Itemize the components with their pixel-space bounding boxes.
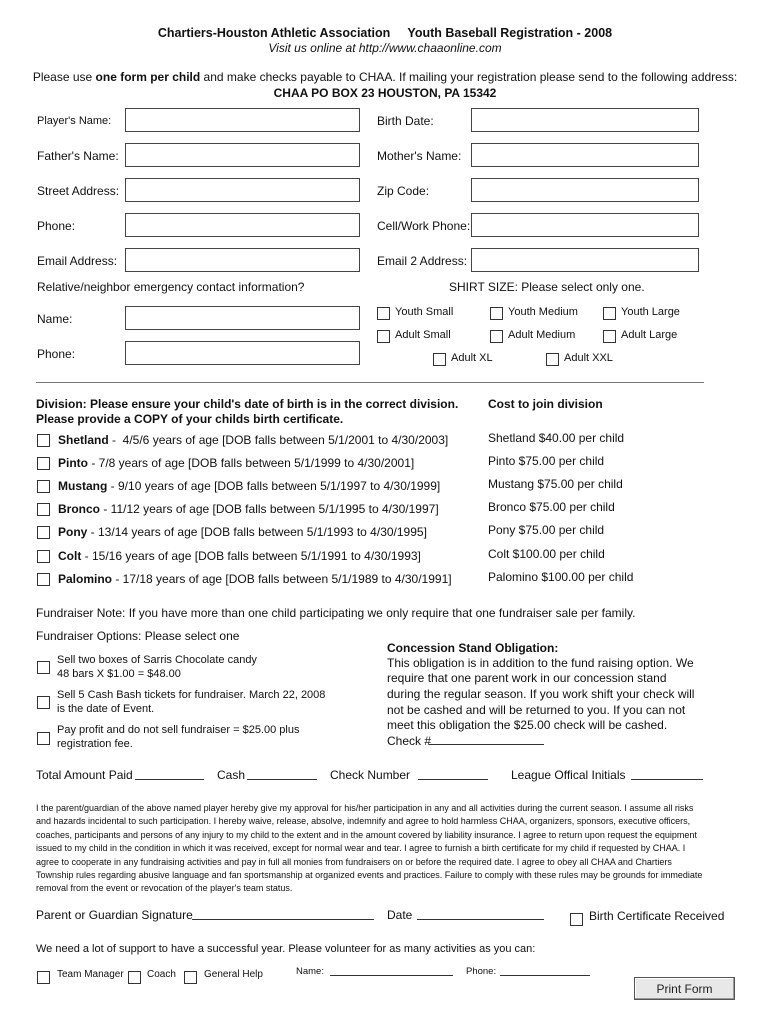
division-pony-cost: Pony $75.00 per child (488, 523, 605, 537)
division-bronco-label: Bronco - 11/12 years of age [DOB falls between 5/1/1995 to 4/30/1997] (58, 502, 439, 516)
zip-code-label: Zip Code: (377, 184, 430, 198)
shirt-adult-xl-label: Adult XL (451, 352, 493, 364)
volunteer-name-label: Name: (296, 966, 324, 977)
fundraiser-sarris-line1: Sell two boxes of Sarris Chocolate candy (57, 654, 257, 666)
intro-line: Please use one form per child and make checks payable to CHAA. If mailing your registration please send to the following address: (32, 70, 738, 84)
emergency-name-label: Name: (37, 312, 73, 326)
division-mustang-label: Mustang - 9/10 years of age [DOB falls between 5/1/1997 to 4/30/1999] (58, 479, 441, 493)
fundraiser-note: Fundraiser Note: If you have more than one child participating we only require that one fundraiser sale per family. (36, 606, 636, 620)
phone-field[interactable] (125, 213, 360, 237)
division-mustang-checkbox[interactable] (37, 480, 50, 493)
shirt-adult-small-label: Adult Small (395, 329, 451, 341)
volunteer-coach-label: Coach (147, 969, 176, 980)
fathers-name-field[interactable] (125, 143, 360, 167)
signature-field[interactable] (192, 919, 374, 920)
volunteer-general-help-label: General Help (204, 969, 263, 980)
fundraiser-options-heading: Fundraiser Options: Please select one (36, 629, 240, 643)
fundraiser-pay-profit-checkbox[interactable] (37, 732, 50, 745)
email2-address-field[interactable] (471, 248, 699, 272)
form-title: Chartiers-Houston Athletic Association Youth Baseball Registration - 2008 (157, 26, 613, 40)
concession-heading: Concession Stand Obligation: (387, 641, 559, 655)
emergency-phone-field[interactable] (125, 341, 360, 365)
concession-line: meet this obligation the $25.00 check will be cashed. (387, 718, 668, 732)
check-number-field[interactable] (418, 779, 488, 780)
phone-label: Phone: (37, 219, 76, 233)
division-pony-checkbox[interactable] (37, 526, 50, 539)
division-pinto-label: Pinto - 7/8 years of age [DOB falls between 5/1/1999 to 4/30/2001] (58, 456, 415, 470)
check-number-label: Check # (387, 734, 432, 748)
volunteer-team-manager-label: Team Manager (57, 969, 124, 980)
shirt-adult-small-checkbox[interactable] (377, 330, 390, 343)
street-address-field[interactable] (125, 178, 360, 202)
emergency-heading: Relative/neighbor emergency contact information? (37, 280, 305, 294)
division-pinto-checkbox[interactable] (37, 457, 50, 470)
cell-work-phone-field[interactable] (471, 213, 699, 237)
division-pinto-cost: Pinto $75.00 per child (488, 454, 605, 468)
concession-line: require that one parent work in our concession stand (387, 671, 667, 685)
email-address-field[interactable] (125, 248, 360, 272)
concession-check-number-field[interactable] (429, 744, 544, 745)
cell-work-phone-label: Cell/Work Phone: (377, 219, 471, 233)
shirt-youth-large-checkbox[interactable] (603, 307, 616, 320)
fundraiser-cash-bash-line1: Sell 5 Cash Bash tickets for fundraiser. March 22, 2008 (57, 689, 326, 701)
email-address-label: Email Address: (37, 254, 118, 268)
shirt-youth-small-checkbox[interactable] (377, 307, 390, 320)
shirt-youth-small-label: Youth Small (395, 306, 454, 318)
division-heading: Division: Please ensure your child's date of birth is in the correct division. (36, 397, 459, 411)
emergency-phone-label: Phone: (37, 347, 76, 361)
check-number-payment-label: Check Number (330, 768, 411, 782)
waiver-text: I the parent/guardian of the above named player hereby give my approval for his/her participation in any and all activities during the current season. I assume all risks and hazards incidental to such participation. I hereby waive, release, absolve, indemnify and agree to hold harmless CHAA, organizers, sponsors, executive officers, coaches, participants and persons of any injury to my child to the extent and in the amount covered by liability insurance. I agree to return upon request the equipment issued to my child in the condition in which it was received, except for normal wear and tear. I agree to furnish a birth certificate for my child if requested by CHAA. I agree to cooperate in any fundraising activities and pay in full all monies from fundraisers on or before the required date. I agree to obey all CHAA and Chartiers Township rules regarding abusive language and fan sportsmanship at organized events and practices. Failure to comply with these rules may be grounds for immediate removal from the event or revocation of the player's team status. (36, 803, 703, 894)
mothers-name-field[interactable] (471, 143, 699, 167)
street-address-label: Street Address: (37, 184, 120, 198)
birth-date-field[interactable] (471, 108, 699, 132)
concession-line: This obligation is in addition to the fund raising option. We (387, 656, 694, 670)
signature-label: Parent or Guardian Signature (36, 908, 193, 922)
division-pony-label: Pony - 13/14 years of age [DOB falls between 5/1/1993 to 4/30/1995] (58, 525, 427, 539)
players-name-label: Player's Name: (37, 115, 112, 127)
fundraiser-cash-bash-checkbox[interactable] (37, 696, 50, 709)
division-mustang-cost: Mustang $75.00 per child (488, 477, 623, 491)
concession-line: not be cashed and will be returned to you. If you can not (387, 703, 686, 717)
fathers-name-label: Father's Name: (37, 149, 119, 163)
date-field[interactable] (417, 919, 544, 920)
birth-date-label: Birth Date: (377, 114, 434, 128)
division-shetland-checkbox[interactable] (37, 434, 50, 447)
shirt-youth-large-label: Youth Large (621, 306, 680, 318)
volunteer-team-manager-checkbox[interactable] (37, 971, 50, 984)
fundraiser-sarris-line2: 48 bars X $1.00 = $48.00 (57, 668, 181, 680)
shirt-size-heading: SHIRT SIZE: Please select only one. (449, 280, 645, 294)
volunteer-intro: We need a lot of support to have a successful year. Please volunteer for as many activities as you can: (36, 943, 536, 955)
division-shetland-label: Shetland - 4/5/6 years of age [DOB falls between 5/1/2001 to 4/30/2003] (58, 433, 449, 447)
mailing-address: CHAA PO BOX 23 HOUSTON, PA 15342 (273, 86, 497, 100)
shirt-adult-large-label: Adult Large (621, 329, 678, 341)
cash-field[interactable] (247, 779, 317, 780)
date-label: Date (387, 908, 413, 922)
official-initials-label: League Offical Initials (511, 768, 626, 782)
division-shetland-cost: Shetland $40.00 per child (488, 431, 625, 445)
division-bronco-cost: Bronco $75.00 per child (488, 500, 615, 514)
cost-heading: Cost to join division (488, 397, 603, 411)
division-bronco-checkbox[interactable] (37, 503, 50, 516)
fundraiser-sarris-checkbox[interactable] (37, 661, 50, 674)
mothers-name-label: Mother's Name: (377, 149, 462, 163)
birth-certificate-label: Birth Certificate Received (589, 909, 725, 923)
emergency-name-field[interactable] (125, 306, 360, 330)
shirt-adult-medium-checkbox[interactable] (490, 330, 503, 343)
concession-line: during the regular season. If you work shift your check will (387, 687, 695, 701)
cash-label: Cash (217, 768, 246, 782)
volunteer-coach-checkbox[interactable] (128, 971, 141, 984)
fundraiser-pay-profit-line2: registration fee. (57, 738, 133, 750)
shirt-adult-large-checkbox[interactable] (603, 330, 616, 343)
shirt-adult-medium-label: Adult Medium (508, 329, 576, 341)
zip-code-field[interactable] (471, 178, 699, 202)
shirt-adult-xxl-label: Adult XXL (564, 352, 613, 364)
players-name-field[interactable] (125, 108, 360, 132)
section-divider (36, 382, 704, 383)
division-palomino-cost: Palomino $100.00 per child (488, 570, 634, 584)
print-form-button[interactable]: Print Form (634, 977, 735, 1000)
birth-certificate-checkbox[interactable] (570, 913, 583, 926)
birth-certificate-note: Please provide a COPY of your childs birth certificate. (36, 412, 344, 426)
volunteer-name-field[interactable] (330, 975, 453, 976)
total-amount-field[interactable] (135, 779, 204, 780)
volunteer-phone-label: Phone: (466, 966, 497, 977)
division-colt-label: Colt - 15/16 years of age [DOB falls between 5/1/1991 to 4/30/1993] (58, 549, 421, 563)
division-palomino-checkbox[interactable] (37, 573, 50, 586)
division-colt-checkbox[interactable] (37, 550, 50, 563)
shirt-adult-xl-checkbox[interactable] (433, 353, 446, 366)
fundraiser-cash-bash-line2: is the date of Event. (57, 703, 155, 715)
volunteer-phone-field[interactable] (500, 975, 590, 976)
official-initials-field[interactable] (631, 779, 703, 780)
division-colt-cost: Colt $100.00 per child (488, 547, 605, 561)
website-line: Visit us online at http://www.chaaonline.com (268, 41, 502, 55)
volunteer-general-help-checkbox[interactable] (184, 971, 197, 984)
shirt-youth-medium-label: Youth Medium (508, 306, 578, 318)
email2-address-label: Email 2 Address: (377, 254, 468, 268)
shirt-adult-xxl-checkbox[interactable] (546, 353, 559, 366)
division-palomino-label: Palomino - 17/18 years of age [DOB falls between 5/1/1989 to 4/30/1991] (58, 572, 452, 586)
shirt-youth-medium-checkbox[interactable] (490, 307, 503, 320)
fundraiser-pay-profit-line1: Pay profit and do not sell fundraiser = $25.00 plus (57, 724, 300, 736)
total-amount-label: Total Amount Paid (36, 768, 133, 782)
